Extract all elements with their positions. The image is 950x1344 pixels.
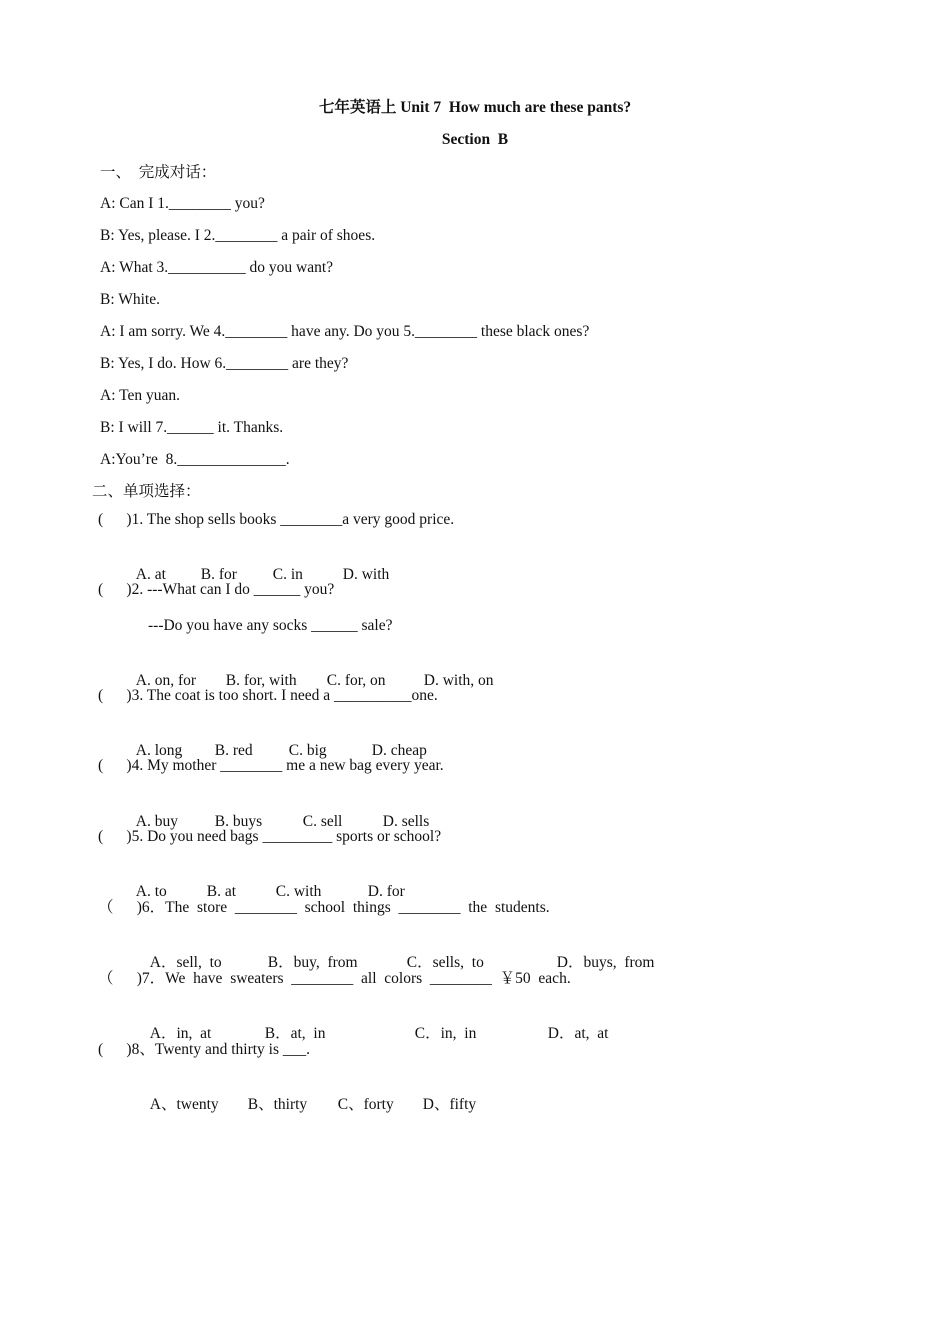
dialogue-line: A: What 3.__________ do you want? — [100, 259, 334, 276]
question-3-stem: ( )3. The coat is too short. I need a __________one. — [98, 687, 438, 704]
option-c: C、forty — [337, 1096, 394, 1113]
question-7-stem: （ )7．We have sweaters ________ all colors ________ ￥50 each. — [98, 970, 571, 987]
option-c: C. sell — [302, 813, 343, 830]
dialogue-line: B: Yes, please. I 2.________ a pair of shoes. — [100, 227, 376, 244]
option-c: C．sells, to — [406, 954, 484, 971]
option-b: B. at — [206, 883, 237, 900]
question-3-options — [128, 721, 427, 761]
question-7-options — [142, 1004, 608, 1044]
question-6-options — [142, 933, 654, 973]
option-b: B．at, in — [264, 1025, 326, 1042]
option-b: B. for, with — [225, 672, 297, 689]
option-c: C．in, in — [414, 1025, 477, 1042]
option-a: A. long — [135, 742, 183, 759]
option-c: C. big — [288, 742, 327, 759]
option-d: D. sells — [382, 813, 430, 830]
option-b: B. for — [200, 566, 237, 583]
option-b: B．buy, from — [267, 954, 358, 971]
option-a: A. at — [135, 566, 166, 583]
dialogue-line: A: Ten yuan. — [100, 387, 180, 404]
question-1-stem: ( )1. The shop sells books ________a very good price. — [98, 511, 455, 528]
dialogue-line: B: Yes, I do. How 6.________ are they? — [100, 355, 349, 372]
option-b: B. red — [214, 742, 253, 759]
dialogue-line: A:You’re 8.______________. — [100, 451, 290, 468]
option-a: A．sell, to — [149, 954, 222, 971]
section-subtitle: Section B — [441, 131, 509, 148]
dialogue-line: B: I will 7.______ it. Thanks. — [100, 419, 284, 436]
question-4-options — [128, 792, 429, 832]
option-a: A. to — [135, 883, 167, 900]
option-d: D. with, on — [423, 672, 494, 689]
question-1-options — [128, 545, 389, 585]
question-2-stem-b: ---Do you have any socks ______ sale? — [148, 617, 393, 634]
question-4-stem: ( )4. My mother ________ me a new bag every year. — [98, 757, 444, 774]
option-a: A. on, for — [135, 672, 197, 689]
option-d: D. cheap — [371, 742, 427, 759]
dialogue-line: A: I am sorry. We 4.________ have any. Do you 5.________ these black ones? — [100, 323, 590, 340]
question-8-stem: ( )8、Twenty and thirty is ___. — [98, 1041, 311, 1058]
option-b: B、thirty — [247, 1096, 308, 1113]
question-8-options — [142, 1075, 476, 1115]
option-d: D．at, at — [547, 1025, 609, 1042]
dialogue-line: A: Can I 1.________ you? — [100, 195, 265, 212]
page-title: 七年英语上 Unit 7 How much are these pants? — [318, 99, 632, 116]
option-d: D. for — [367, 883, 405, 900]
question-2-options — [128, 651, 494, 691]
option-a: A．in, at — [149, 1025, 212, 1042]
dialogue-line: B: White. — [100, 291, 160, 308]
part1-heading: 一、 完成对话： — [100, 164, 217, 181]
option-a: A. buy — [135, 813, 178, 830]
option-c: C. with — [275, 883, 322, 900]
option-c: C. for, on — [326, 672, 386, 689]
question-2-stem: ( )2. ---What can I do ______ you? — [98, 581, 335, 598]
question-5-stem: ( )5. Do you need bags _________ sports or school? — [98, 828, 442, 845]
question-6-stem: （ )6．The store ________ school things ________ the students. — [98, 899, 550, 916]
option-b: B. buys — [214, 813, 263, 830]
part2-heading: 二、单项选择： — [92, 483, 201, 500]
option-d: D．buys, from — [556, 954, 655, 971]
option-d: D. with — [342, 566, 390, 583]
option-a: A、twenty — [149, 1096, 219, 1113]
option-d: D、fifty — [422, 1096, 477, 1113]
option-c: C. in — [272, 566, 303, 583]
question-5-options — [128, 862, 405, 902]
